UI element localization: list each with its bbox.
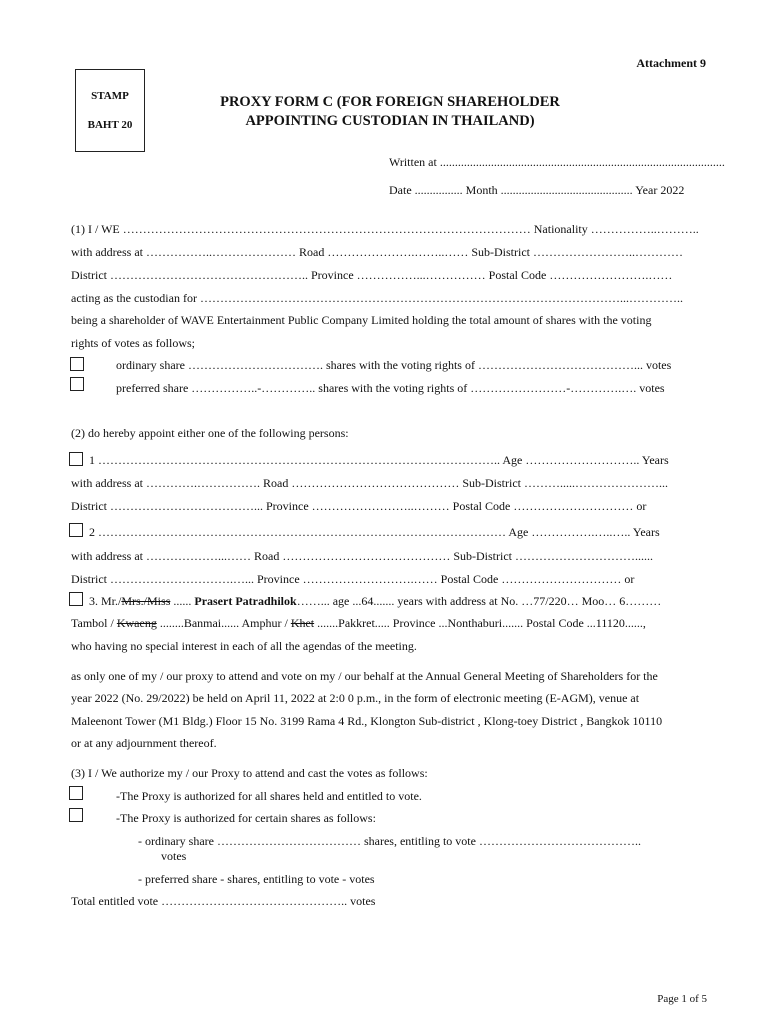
proxy2-name-line[interactable]: 2 ………………………………………………………………………………………… Age …………….…..….. Years — [89, 525, 660, 539]
certain-shares-checkbox[interactable] — [69, 808, 83, 822]
proxy3-title-text: 3. Mr./ — [89, 594, 122, 608]
proxy2-checkbox[interactable] — [69, 523, 83, 537]
shareholder-statement: being a shareholder of WAVE Entertainment Public Company Limited holding the total amount of shares with the voting — [71, 313, 652, 327]
form-title-line1: PROXY FORM C (FOR FOREIGN SHAREHOLDER — [220, 94, 560, 110]
proxy1-checkbox[interactable] — [69, 452, 83, 466]
meeting-paragraph-l4: or at any adjournment thereof. — [71, 736, 217, 750]
preferred-share-checkbox[interactable] — [70, 377, 84, 391]
section3-heading: (3) I / We authorize my / our Proxy to attend and cast the votes as follows: — [71, 766, 428, 780]
preferred-share-line[interactable]: preferred share ……………..-………….. shares with the voting rights of ……………………-………….…. votes — [116, 381, 665, 395]
shareholder-district-line[interactable]: District ………………………………………….. Province ……………...…………… Postal Code …………………….…… — [71, 268, 673, 282]
proxy3-line[interactable] — [89, 594, 661, 609]
total-votes-line[interactable]: Total entitled vote ……………………………………….. votes — [71, 894, 376, 908]
attachment-label: Attachment 9 — [636, 56, 706, 70]
proxy1-district-line[interactable]: District ………………………………... Province ……………………..……… Postal Code ………………………… or — [71, 499, 647, 513]
proxy3-struck-khet: Khet — [290, 616, 315, 630]
shareholder-name-line[interactable]: (1) I / WE ………………………………………………………………………………………… Nationality ……………..……….. — [71, 222, 699, 236]
ordinary-share-line[interactable]: ordinary share ……………………………. shares with the voting rights of …………………………………... votes — [116, 358, 672, 372]
ordinary-share-checkbox[interactable] — [70, 357, 84, 371]
shareholder-address-line[interactable]: with address at ……………..………………… Road ………………….……..…… Sub-District ……………………..………… — [71, 245, 683, 259]
meeting-paragraph-l2: year 2022 (No. 29/2022) be held on April 11, 2022 at 2:0 0 p.m., in the form of electronic meeting (E-AGM), venue at — [71, 691, 640, 705]
proxy3-struck-title: Mrs./Miss — [121, 594, 171, 608]
stamp-value: BAHT 20 — [87, 119, 133, 131]
certain-shares-option: -The Proxy is authorized for certain shares as follows: — [116, 811, 376, 825]
proxy3-checkbox[interactable] — [69, 592, 83, 606]
proxy3-interest-note: who having no special interest in each of all the agendas of the meeting. — [71, 639, 417, 653]
proxy3-address-line[interactable] — [71, 616, 706, 631]
proxy3-dots: ...... — [170, 594, 195, 608]
stamp-box — [75, 69, 145, 152]
stamp-label: STAMP — [91, 90, 129, 102]
ordinary-votes-unit: votes — [161, 849, 187, 863]
proxy3-details: ……... age ...64....... years with address at No. …77/220… Moo… 6……… — [296, 594, 662, 608]
proxy3-amphur-text: ........Banmai...... Amphur / — [156, 616, 291, 630]
proxy1-address-line[interactable]: with address at ………….……………. Road …………………………………… Sub-District ……….....…………………... — [71, 476, 668, 490]
proxy3-name: Prasert Patradhilok — [194, 594, 297, 608]
proxy3-province-text: .......Pakkret..... Province ...Nonthaburi....... Postal Code ...11120......, — [314, 616, 646, 630]
written-at-field[interactable]: Written at ............................................................................................... — [389, 155, 725, 169]
form-title-line2: APPOINTING CUSTODIAN IN THAILAND) — [245, 113, 535, 129]
shareholder-statement-cont: rights of votes as follows; — [71, 336, 195, 350]
all-shares-option: -The Proxy is authorized for all shares held and entitled to vote. — [116, 789, 422, 803]
preferred-votes-line: - preferred share - shares, entitling to vote - votes — [138, 872, 375, 886]
date-field[interactable]: Date ................ Month ............................................ Year 2022 — [389, 183, 685, 197]
meeting-paragraph-l1: as only one of my / our proxy to attend and vote on my / our behalf at the Annual General Meeting of Shareholders for the — [71, 669, 658, 683]
meeting-paragraph-l3: Maleenont Tower (M1 Bldg.) Floor 15 No. 3199 Rama 4 Rd., Klongton Sub-district , Klong-toey District , Bangkok 10110 — [71, 714, 663, 728]
proxy2-district-line[interactable]: District ………………………….…... Province ……………………….…… Postal Code ………………………… or — [71, 572, 635, 586]
section2-heading: (2) do hereby appoint either one of the following persons: — [71, 426, 349, 440]
proxy1-name-line[interactable]: 1 ……………………………………………………………………………………….. Age ……………………….. Years — [89, 453, 669, 467]
page-number: Page 1 of 5 — [657, 993, 707, 1005]
all-shares-checkbox[interactable] — [69, 786, 83, 800]
proxy3-tambol-label: Tambol / — [71, 616, 117, 630]
form-title — [180, 93, 600, 131]
proxy2-address-line[interactable]: with address at ………………...…… Road …………………………………… Sub-District …………………………...... — [71, 549, 653, 563]
custodian-line[interactable]: acting as the custodian for ……………………………………………………………………………………………...………….. — [71, 291, 683, 305]
ordinary-votes-line[interactable]: - ordinary share ……………………………… shares, entitling to vote ………………………………….. — [138, 834, 641, 848]
proxy3-struck-kwaeng: Kwaeng — [116, 616, 157, 630]
